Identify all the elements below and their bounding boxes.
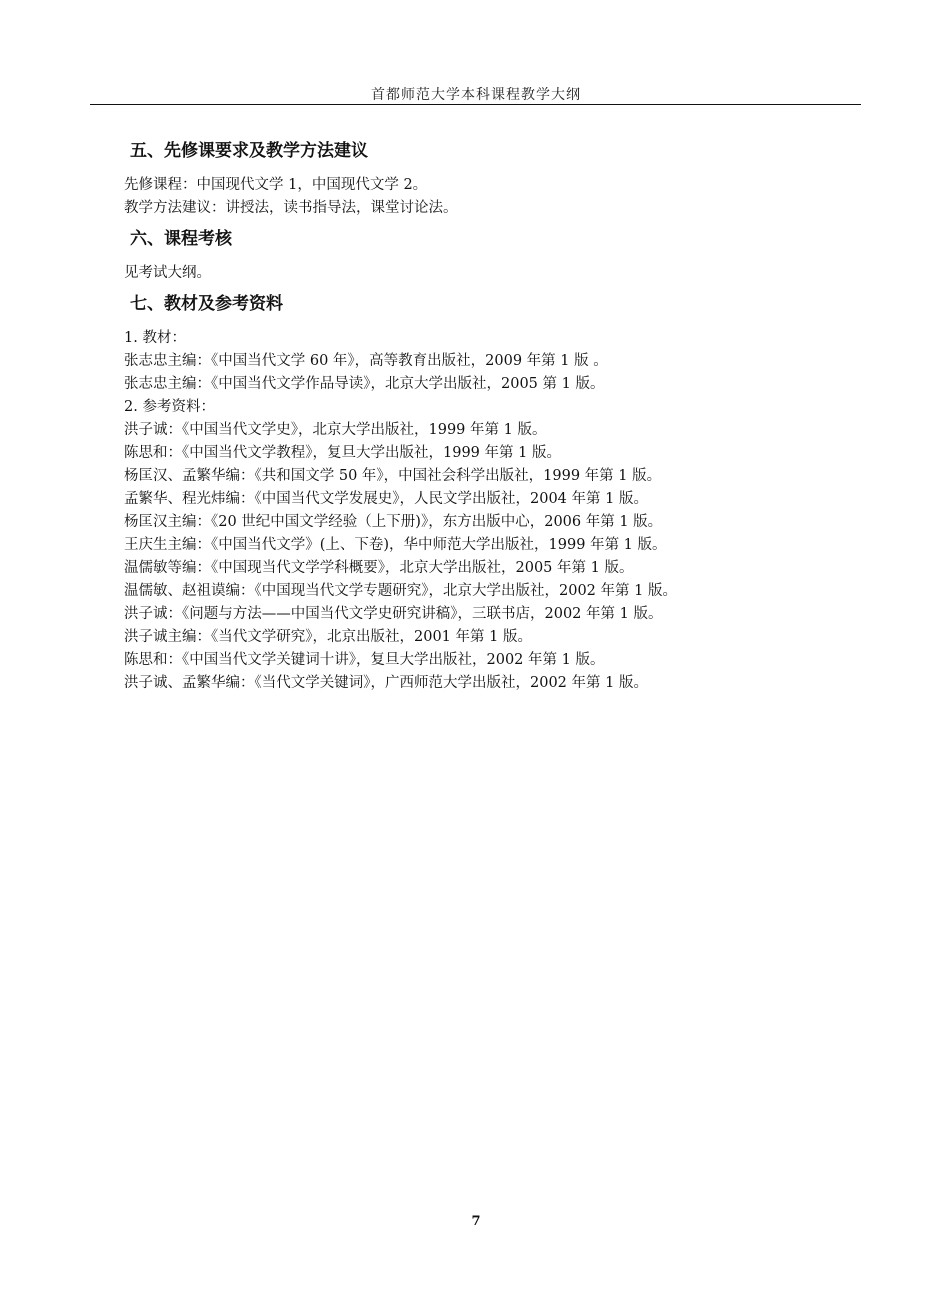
section-body: [124, 174, 844, 220]
reference-item: 杨匡汉主编：《20 世纪中国文学经验（上下册)》，东方出版中心，2006 年第 1 版。: [124, 514, 663, 530]
list-subheading: 2. 参考资料：: [124, 399, 215, 415]
section-references: [124, 291, 844, 695]
reference-item: 洪子诚：《中国当代文学史》，北京大学出版社，1999 年第 1 版。: [124, 422, 547, 438]
section-heading: 五、先修课要求及教学方法建议: [130, 141, 368, 161]
section-heading: 七、教材及参考资料: [130, 294, 283, 314]
reference-item: 杨匡汉、孟繁华编：《共和国文学 50 年》，中国社会科学出版社，1999 年第 1 版。: [124, 468, 662, 484]
reference-item: 洪子诚主编：《当代文学研究》，北京出版社，2001 年第 1 版。: [124, 629, 532, 645]
reference-item: 温儒敏等编：《中国现当代文学学科概要》，北京大学出版社，2005 年第 1 版。: [124, 560, 634, 576]
text-line: 教学方法建议：讲授法，读书指导法，课堂讨论法。: [124, 200, 458, 216]
page-number: 7: [471, 1214, 481, 1229]
reference-item: 张志忠主编：《中国当代文学作品导读》，北京大学出版社，2005 第 1 版。: [124, 376, 605, 392]
reference-item: 陈思和：《中国当代文学教程》，复旦大学出版社，1999 年第 1 版。: [124, 445, 561, 461]
running-header: 首都师范大学本科课程教学大纲: [371, 87, 581, 103]
section-body: [124, 262, 844, 285]
reference-item: 陈思和：《中国当代文学关键词十讲》，复旦大学出版社，2002 年第 1 版。: [124, 652, 605, 668]
section-assessment: [124, 226, 844, 285]
section-body: [124, 327, 844, 695]
text-line: 先修课程：中国现代文学 1，中国现代文学 2。: [124, 177, 428, 193]
list-subheading: 1. 教材：: [124, 330, 186, 346]
header-rule: [90, 104, 861, 105]
reference-item: 温儒敏、赵祖谟编：《中国现当代文学专题研究》，北京大学出版社，2002 年第 1 版。: [124, 583, 677, 599]
reference-item: 洪子诚、孟繁华编：《当代文学关键词》，广西师范大学出版社，2002 年第 1 版。: [124, 675, 648, 691]
document-body: [124, 138, 844, 701]
text-line: 见考试大纲。: [124, 265, 211, 281]
reference-item: 张志忠主编：《中国当代文学 60 年》，高等教育出版社，2009 年第 1 版 。: [124, 353, 608, 369]
reference-item: 洪子诚：《问题与方法——中国当代文学史研究讲稿》，三联书店，2002 年第 1 版。: [124, 606, 663, 622]
reference-item: 王庆生主编：《中国当代文学》(上、下卷)，华中师范大学出版社，1999 年第 1 版。: [124, 537, 667, 553]
section-heading: 六、课程考核: [130, 229, 232, 249]
section-prerequisites: [124, 138, 844, 220]
reference-item: 孟繁华、程光炜编：《中国当代文学发展史》，人民文学出版社，2004 年第 1 版。: [124, 491, 648, 507]
